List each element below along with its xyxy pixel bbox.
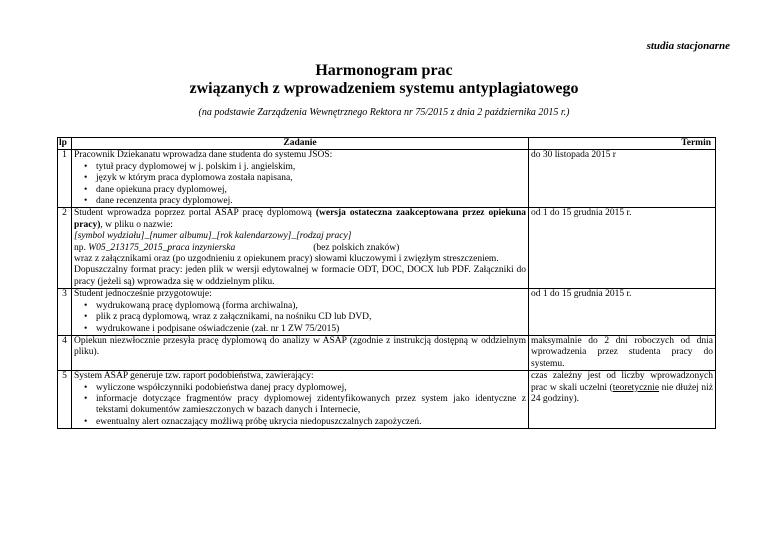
list-item: • informacje dotyczące fragmentów pracy dyplomowej zidentyfikowanych przez system jako identyczne z tekstami dokumentów zamieszczonych w bazach danych i Internecie, (96, 394, 526, 417)
schedule-table (57, 137, 716, 429)
term-cell: od 1 do 15 grudnia 2015 r. (529, 289, 716, 336)
document-subtitle: (na podstawie Zarządzenia Wewnętrznego Rektora nr 75/2015 z dnia 2 października 2015 r.) (198, 107, 570, 118)
task-text: Student wprowadza poprzez portal ASAP pracę dyplomową (74, 208, 316, 219)
task-text: (bez polskich znaków) (313, 242, 400, 253)
document-title-line2: związanych z wprowadzeniem systemu antyplagiatowego (189, 80, 579, 97)
study-mode-label: studia stacjonarne (646, 40, 730, 52)
row-number: 2 (58, 208, 72, 289)
row-number: 3 (58, 289, 72, 336)
term-text: nie dłużej niż 24 godziny). (531, 382, 713, 404)
task-paragraph (74, 208, 526, 231)
task-paragraph: Dopuszczalny format pracy: jeden plik w wersji edytowalnej w formacie ODT, DOC, DOCX lub PDF. Załączniki do pracy (jeżeli są) wprowadza się w oddzielnym pliku. (74, 265, 526, 287)
task-bullets (74, 383, 526, 429)
list-item: • dane opiekuna pracy dyplomowej, (96, 185, 526, 196)
task-text: , w pliku o nazwie: (100, 219, 173, 230)
task-paragraph: wraz z załącznikami oraz (po uzgodnieniu z opiekunem pracy) słowami kluczowymi i zwięzłym streszczeniem. (74, 254, 499, 265)
task-text: np. (74, 242, 89, 253)
filename-pattern: [symbol wydziału]_[numer albumu]_[rok kalendarzowy]_[rodzaj pracy] (74, 231, 352, 242)
row-number: 1 (58, 150, 72, 208)
header-term: Termin (529, 138, 716, 150)
table-row (58, 371, 716, 429)
task-cell (72, 150, 529, 208)
table-row (58, 208, 716, 289)
term-text-underlined: teoretycznie (612, 382, 660, 393)
task-cell: Opiekun niezwłocznie przesyła pracę dyplomową do analizy w ASAP (zgodnie z instrukcją dostępną w oddzielnym pliku). (72, 335, 529, 370)
example-filename: W05_213175_2015_praca inzynierska (88, 242, 236, 253)
task-intro: System ASAP generuje tzw. raport podobieństwa, zawierający: (74, 371, 314, 382)
list-item: • wydrukowane i podpisane oświadczenie (zał. nr 1 ZW 75/2015) (96, 324, 526, 335)
table-row (58, 150, 716, 208)
row-number: 5 (58, 371, 72, 429)
term-cell: od 1 do 15 grudnia 2015 r. (529, 208, 716, 289)
table-row (58, 335, 716, 370)
list-item: • plik z pracą dyplomową, wraz z załącznikami, na nośniku CD lub DVD, (96, 312, 526, 323)
table-header-row (58, 138, 716, 150)
task-intro: Pracownik Dziekanatu wprowadza dane studenta do systemu JSOS: (74, 150, 333, 161)
term-cell: do 30 listopada 2015 r (529, 150, 716, 208)
term-cell: maksymalnie do 2 dni roboczych od dnia wprowadzenia przez studenta pracy do systemu. (529, 335, 716, 370)
document-title: Harmonogram prac (315, 62, 453, 79)
list-item: • ewentualny alert oznaczający możliwą próbę ukrycia niedopuszczalnych zapożyczeń. (96, 417, 526, 428)
list-item: • wyliczone współczynniki podobieństwa danej pracy dyplomowej, (96, 383, 526, 394)
filename-example (74, 243, 526, 254)
term-cell (529, 371, 716, 429)
task-cell (72, 289, 529, 336)
header-lp: lp (58, 138, 72, 150)
list-item: • wydrukowaną pracę dyplomową (forma archiwalna), (96, 301, 526, 312)
header-task: Zadanie (72, 138, 529, 150)
table-row (58, 289, 716, 336)
task-cell (72, 208, 529, 289)
row-number: 4 (58, 335, 72, 370)
list-item: • język w którym praca dyplomowa została napisana, (96, 173, 526, 184)
task-bullets (74, 162, 526, 208)
task-text-bold: (wersja ostateczna zaakceptowana przez opiekuna pracy) (74, 208, 526, 230)
term-text: czas zależny jest od liczby wprowadzonych prac w skali uczelni ( (531, 371, 713, 393)
list-item: • dane recenzenta pracy dyplomowej. (96, 196, 526, 207)
task-bullets (74, 301, 526, 335)
task-cell (72, 371, 529, 429)
task-intro: Student jednocześnie przygotowuje: (74, 289, 212, 300)
list-item: • tytuł pracy dyplomowej w j. polskim i j. angielskim, (96, 162, 526, 173)
